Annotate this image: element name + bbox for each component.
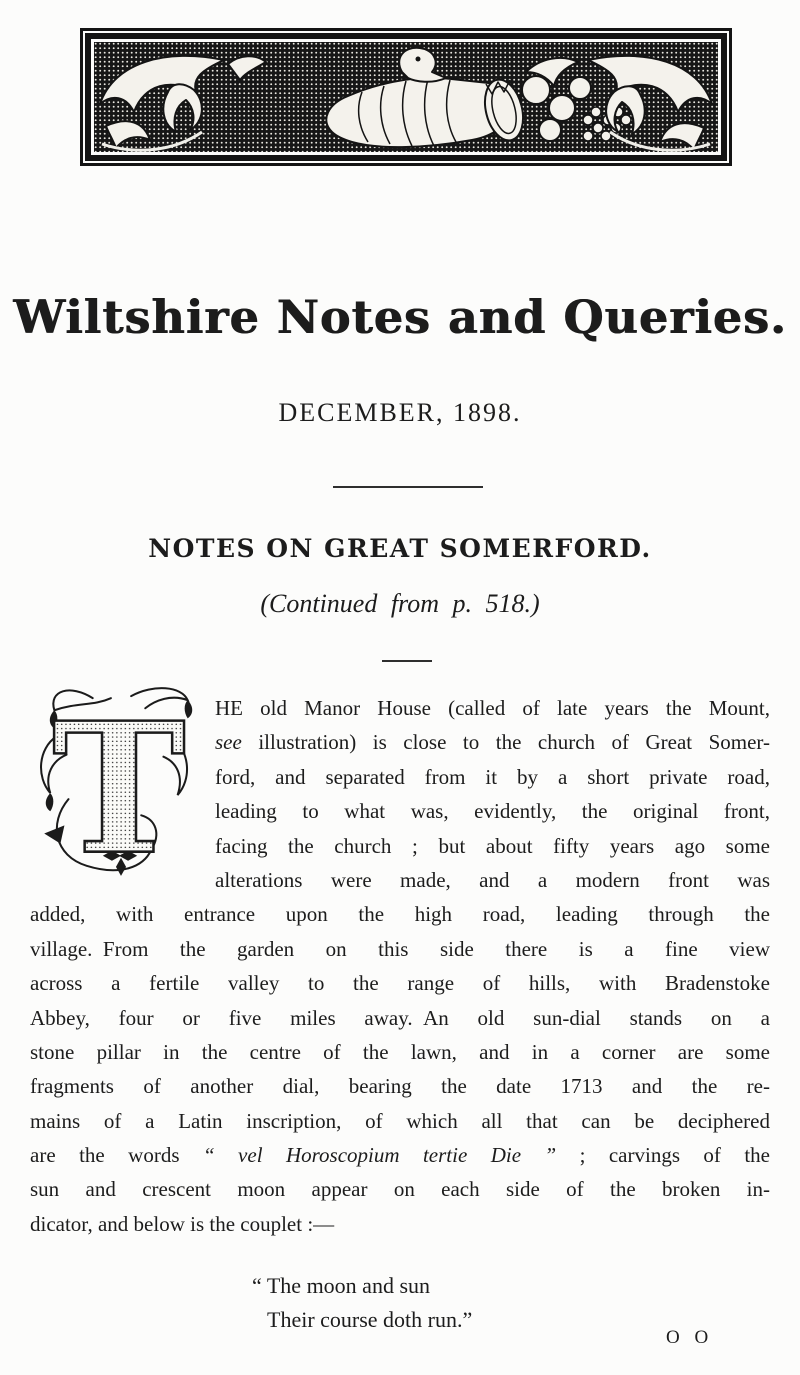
text: alterations were made, and a modern front was	[215, 867, 770, 892]
text: stone pillar in the centre of the lawn, and in a corner are some	[30, 1039, 770, 1064]
text: sun and crescent moon appear on each side of the broken in-	[30, 1177, 770, 1202]
body-line	[30, 966, 770, 1000]
body-line	[30, 897, 770, 931]
italic-text: see	[215, 730, 242, 755]
text: ; carvings of the	[579, 1143, 770, 1168]
text: dicator, and below is the couplet :—	[30, 1211, 335, 1236]
journal-title: Wiltshire Notes and Queries.	[13, 290, 787, 344]
body-line	[215, 794, 770, 828]
divider-rule	[333, 486, 483, 488]
couplet-line: Their course doth run.”	[267, 1307, 473, 1333]
body-line	[30, 1035, 770, 1069]
text: HE old Manor House (called of late years the Mount,	[215, 696, 770, 720]
body-line	[30, 1138, 770, 1172]
text: are the words	[30, 1143, 203, 1168]
body-line	[30, 1172, 770, 1206]
text: facing the church ; but about fifty years ago some	[215, 833, 770, 858]
body-line	[215, 863, 770, 897]
couplet-line: “ The moon and sun	[252, 1273, 431, 1299]
body-line	[215, 725, 770, 759]
cornucopia-headpiece-graphic	[80, 28, 732, 166]
text: village. From the garden on this side there is a fine view	[30, 936, 770, 961]
couplet	[30, 1269, 770, 1337]
section-divider-rule	[382, 660, 432, 662]
body-line	[30, 1104, 770, 1138]
drop-cap-letter: T	[52, 684, 186, 884]
text: fragments of another dial, bearing the date 1713 and the re-	[30, 1074, 770, 1099]
body-line	[215, 691, 770, 725]
issue-date: DECEMBER, 1898.	[278, 398, 522, 427]
body-line	[30, 932, 770, 966]
text: added, with entrance upon the high road, leading through the	[30, 902, 770, 927]
body-line	[30, 1001, 770, 1035]
continued-note: (Continued from p. 518.)	[260, 589, 540, 618]
text: leading to what was, evidently, the original front,	[215, 799, 770, 824]
text: ford, and separated from it by a short private road,	[215, 764, 770, 789]
body-line	[30, 1207, 770, 1241]
body-line	[30, 1069, 770, 1103]
signature-mark: O O	[666, 1327, 714, 1348]
italic-text: “ vel Horoscopium tertie Die ”	[202, 1143, 580, 1168]
text: Abbey, four or five miles away. An old sun-dial stands on a	[30, 1005, 770, 1030]
body-text	[30, 691, 770, 1337]
body-paragraph	[30, 691, 770, 1241]
article-title: NOTES ON GREAT SOMERFORD.	[148, 534, 652, 563]
text: illustration) is close to the church of Great Somer-	[241, 730, 770, 755]
text: mains of a Latin inscription, of which all that can be deciphered	[30, 1108, 770, 1133]
body-line	[215, 829, 770, 863]
text: across a fertile valley to the range of hills, with Bradenstoke	[30, 971, 770, 996]
body-line	[215, 760, 770, 794]
